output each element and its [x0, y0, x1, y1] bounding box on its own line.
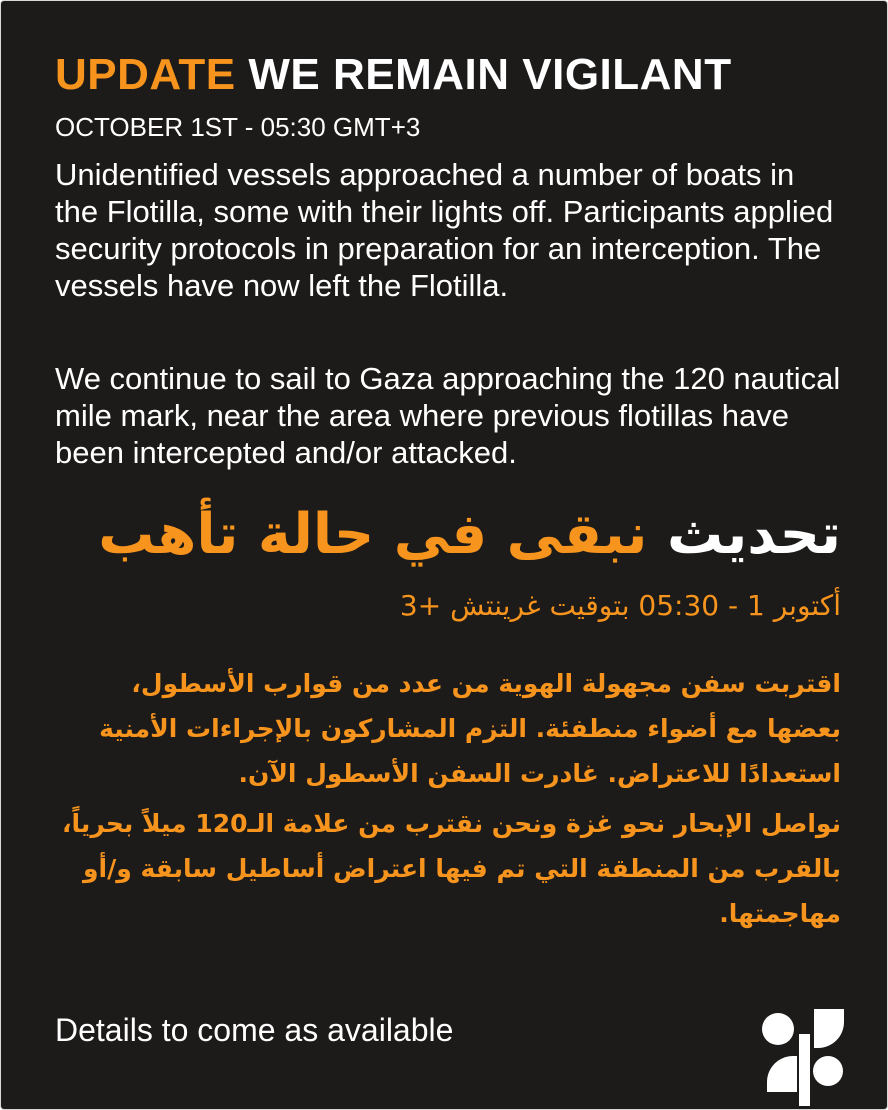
sprout-logo-icon — [761, 1006, 847, 1106]
page-title — [55, 50, 732, 99]
arabic-title-white: تحديث — [666, 502, 841, 567]
english-paragraph-1: Unidentified vessels approached a number of boats in the Flotilla, some with their lights off. Participants applied security protocols in preparation for an interception. The vessels have now left the Flotilla. — [55, 157, 834, 303]
title-highlight: UPDATE — [55, 50, 236, 99]
update-timestamp: OCTOBER 1ST - 05:30 GMT+3 — [55, 112, 421, 142]
english-paragraph-2: We continue to sail to Gaza approaching the 120 nautical mile mark, near the area where previous flotillas have been intercepted and/or attacked. — [55, 361, 841, 470]
title-text: WE REMAIN VIGILANT — [248, 50, 732, 99]
arabic-title — [41, 501, 841, 568]
arabic-title-orange: نبقى في حالة تأهب — [98, 502, 648, 567]
arabic-timestamp: أكتوبر 1 - 05:30 بتوقيت غرينتش +3 — [399, 589, 841, 622]
footer-note: Details to come as available — [55, 1012, 454, 1048]
arabic-paragraph-2: نواصل الإبحار نحو غزة ونحن نقترب من علامة الـ120 ميلاً بحرياً، بالقرب من المنطقة التي تم فيها اعتراض أساطيل سابقة و/أو مهاجمتها. — [62, 809, 841, 928]
arabic-paragraph-1: اقتربت سفن مجهولة الهوية من عدد من قوارب الأسطول، بعضها مع أضواء منطفئة. التزم المشاركون بالإجراءات الأمنية استعدادًا للاعتراض. غادرت السفن الأسطول الآن. — [99, 669, 841, 788]
